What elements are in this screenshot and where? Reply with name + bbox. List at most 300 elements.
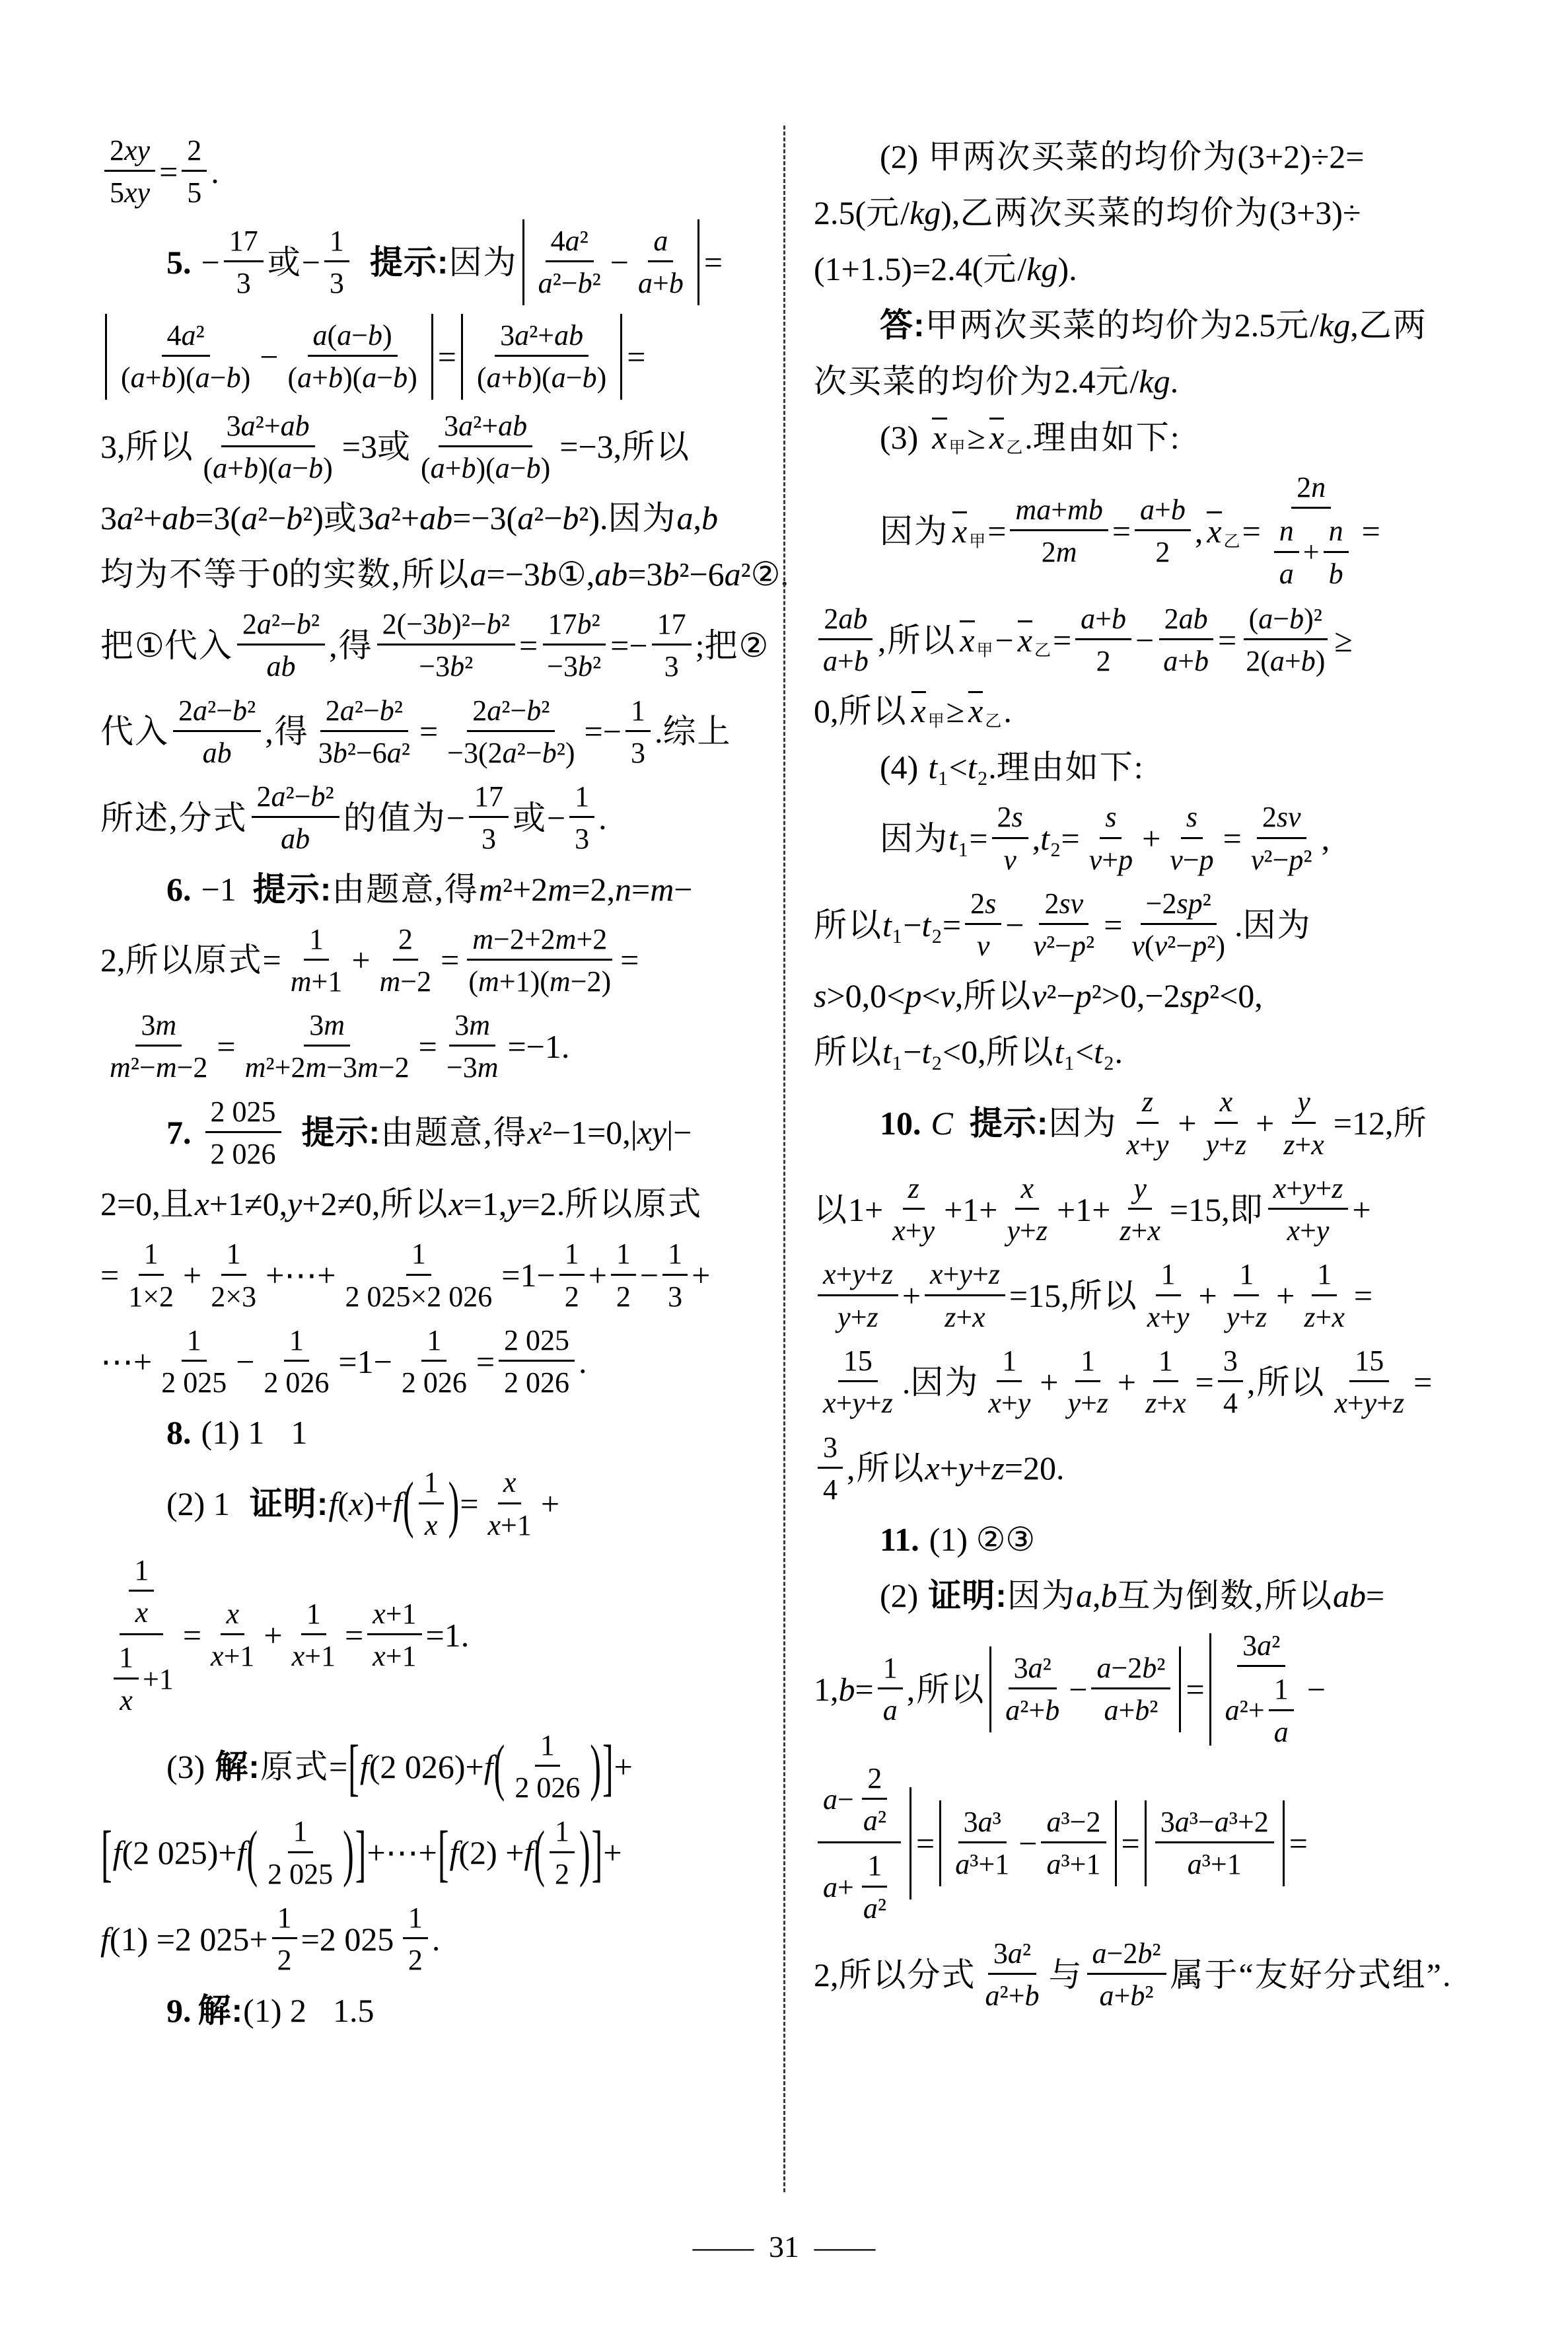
math-text: − [1069,1670,1088,1708]
cjk-text: 或 [267,243,302,281]
fraction [374,922,437,1000]
numerator [419,1465,444,1504]
cjk-text: 甲两次买菜的均价为 [928,138,1238,175]
denominator [476,818,501,856]
denominator [1278,1124,1329,1162]
math-text: 1 [277,1901,292,1934]
math-text: = [1186,1670,1205,1708]
denominator [1091,640,1116,679]
numerator [367,1596,421,1635]
numerator [1159,601,1213,640]
math-text: x [120,1683,133,1716]
math-text: −3(2a²−b²) [447,736,575,769]
fraction [878,1650,903,1728]
math-text: +1+ [1056,1191,1111,1228]
fraction [396,1323,472,1401]
denominator [287,1635,341,1674]
fraction [205,1596,260,1674]
math-text: m²−m−2 [110,1051,208,1084]
denominator [1098,1689,1163,1728]
math-text: +1 [143,1662,174,1695]
fraction [240,1008,415,1086]
numerator [878,1650,903,1689]
fraction [652,607,692,684]
denominator [114,1679,138,1718]
math-text: a−2b² [1096,1652,1166,1685]
math-text: 2 [564,1280,579,1313]
big-bracket: ] [355,1818,367,1888]
fraction [818,1430,843,1508]
denominator [1246,839,1318,877]
math-text: + [1302,536,1320,569]
math-text: (2) [880,138,919,175]
math-text: =15, [1169,1191,1230,1228]
math-text: = [1112,512,1131,550]
big-bracket: ] [602,1731,614,1802]
text-line [100,1008,771,1086]
fraction [463,922,616,1000]
numerator [182,1323,207,1362]
math-text: z [1141,1086,1154,1119]
denominator [367,1635,421,1674]
fraction [569,779,594,857]
denominator [205,1635,260,1674]
fraction [224,223,264,301]
numerator [838,1343,878,1382]
fraction [198,408,338,486]
math-text: 2.4 [1054,363,1096,400]
footer-rule-left: — [693,2230,754,2264]
item-number: 6. [166,870,192,908]
item-number: 7. [166,1114,192,1152]
text-line [100,1987,771,2034]
math-text: 4a² [550,224,588,257]
math-text: −2sp² [1145,887,1211,920]
math-text: 1 [186,1323,201,1356]
denominator [104,1635,179,1719]
cjk-text: 元 [866,194,901,231]
xbar-subscript: 乙 [1034,641,1051,659]
cjk-text: 乙两次买菜的均价为 [960,194,1269,231]
math-text: ab [202,736,232,769]
fraction [858,1848,892,1926]
numerator [1075,1343,1100,1382]
numerator [406,1236,431,1275]
cjk-text: 或 [376,428,411,466]
math-text: =− [610,626,648,664]
fraction [324,223,349,301]
cjk-text: 理由如下: [996,749,1145,786]
math-text: = [437,338,456,375]
numerator [221,1236,246,1275]
math-text: −3b² [419,650,474,683]
math-text: = [1052,621,1072,659]
math-text: /kg). [1017,250,1077,287]
numerator [182,133,207,172]
math-text: n [1328,515,1343,548]
math-text: a+b [1140,494,1186,527]
math-text: −3b² [547,650,602,683]
cjk-text: 理由如下: [1032,419,1181,456]
denominator [950,1843,1015,1882]
xbar-subscript: 甲 [976,641,993,659]
math-text: t₁<t₂. [1054,1033,1123,1071]
text-line [100,1900,771,1978]
math-text: y+z [837,1300,878,1333]
cjk-text: 由题意,得 [380,1114,528,1152]
fraction [1041,1804,1106,1882]
math-text: + [183,1257,202,1294]
math-text: v−p [1170,843,1214,876]
xbar-wrap [987,419,1022,456]
abs-bar [939,1800,941,1886]
abs-bar [620,314,622,400]
denominator [858,1800,892,1838]
denominator [1084,839,1138,877]
denominator [659,646,684,684]
big-bracket: ( [493,1731,505,1802]
math-text: 3 [668,1280,683,1313]
math-text: (a+b)(a−b) [420,451,551,484]
math-text: + [1040,1363,1059,1401]
cjk-text: 所以 [963,977,1032,1015]
math-text: /kg), [900,194,960,231]
math-text: 3b²−6a² [318,736,410,769]
text-line [100,1465,771,1543]
numerator [304,922,329,961]
numerator [1324,513,1349,552]
fraction [1142,1257,1195,1335]
math-text: . [211,153,219,190]
math-text: + [1142,820,1161,858]
abs-bar [1283,1800,1285,1886]
cjk-text: 把 [100,626,135,664]
fraction [1221,1257,1272,1335]
big-bracket: ) [590,1731,601,1802]
math-text: y [1297,1086,1310,1119]
math-text: z [908,1171,919,1204]
math-text: x+y [892,1214,935,1247]
math-text: f(x)+f [328,1485,402,1523]
math-text: 17 [474,780,503,813]
math-text: a− [823,1783,854,1816]
denominator [1282,1210,1335,1248]
fraction [415,408,555,486]
numerator [495,318,588,357]
bold-label: 提示: [969,1105,1049,1142]
numerator [543,607,606,646]
math-text: a²+b [1005,1694,1060,1727]
math-text: t₁−t₂<0, [882,1033,986,1071]
denominator [396,1362,472,1400]
numerator [1009,1650,1057,1689]
math-text: 1 [882,1652,898,1685]
fraction [1274,513,1299,591]
bold-label: 提示: [369,243,449,281]
math-text: z+x [1145,1387,1186,1420]
denominator [1041,1843,1106,1882]
math-text: m−2 [379,965,432,998]
numerator [648,223,673,262]
xbar-subscript: 乙 [1223,533,1240,551]
math-text: a+b² [1104,1694,1158,1727]
math-text: − [1135,621,1155,659]
math-text: = [1289,1824,1308,1862]
numerator [997,1343,1022,1382]
math-text: x+y+z [1334,1387,1405,1420]
math-text: (2) 1 [166,1485,230,1523]
fraction [950,1804,1015,1882]
math-text: t₁<t₂. [928,749,997,786]
denominator [569,818,594,856]
text-line [100,1236,771,1314]
fraction [818,1343,898,1421]
math-text: − [995,621,1014,659]
math-text: 0 [272,556,289,593]
fraction [123,1236,179,1314]
text-line [100,1814,771,1892]
math-text: 2 [616,1280,631,1313]
math-text: a+ [823,1870,854,1903]
denominator [1094,1975,1159,2013]
numerator [903,1171,925,1210]
math-text: 3 [823,1430,837,1463]
fraction [887,1171,940,1249]
math-text: 17 [657,608,686,641]
fraction [1122,1084,1174,1162]
math-text: 3 [329,267,344,300]
cjk-text: ,所以 [1246,1363,1326,1401]
math-text: 3a³−a³+2 [1160,1806,1269,1839]
fraction [469,779,509,857]
math-text: s [1105,801,1117,834]
denominator [509,1767,585,1805]
numerator [1091,1650,1170,1689]
math-text: . [1024,419,1033,456]
numerator [104,133,155,172]
numerator [304,1008,350,1047]
math-text: ② [738,626,769,664]
numerator [569,779,594,818]
denominator [1182,1843,1247,1882]
xbar-wrap [1205,513,1240,550]
math-text: ≥ [1334,621,1353,659]
denominator [123,1276,179,1314]
cjk-text: 综上 [662,713,732,751]
math-text: + [603,1834,622,1872]
math-text: 1 [540,1728,555,1761]
math-text: f(2) +f [449,1834,534,1872]
math-text: −3m [446,1051,499,1084]
math-text: 1 [291,1414,308,1452]
text-line [814,601,1534,679]
fraction [1087,1936,1166,2014]
math-text: (a−b)² [1248,602,1322,635]
math-text: − [446,799,465,836]
bold-label: 解: [215,1748,260,1785]
math-text: , [1194,512,1203,550]
denominator [197,732,237,770]
math-text: 3a² [1013,1652,1051,1685]
cjk-text: 均为不等于 [100,556,272,593]
numerator [1155,1804,1274,1843]
text-line [814,189,1534,237]
fraction [403,1900,428,1978]
math-text: a−2b² [1092,1937,1161,1970]
math-text: a [1273,1715,1289,1748]
numerator [862,1848,887,1887]
cjk-text: 因为 [1048,1105,1118,1142]
math-text: y+z [1226,1300,1267,1333]
math-text: = [476,1343,495,1380]
math-text: 2=0, [100,1185,160,1223]
fraction [182,133,207,211]
math-text: z+x [1120,1214,1160,1247]
math-text: a+b [1163,645,1209,678]
text-line [814,1171,1534,1249]
math-text: 1 [575,780,590,813]
text-line [100,1180,771,1228]
math-text: 3 [630,736,645,769]
math-text: m²+2m=2,n=m− [478,870,693,908]
fraction [1265,470,1358,593]
math-text: a+b [638,267,684,300]
math-text: 2a²−b² [256,780,334,813]
text-line [814,301,1534,349]
cjk-text: 乙两 [1358,307,1427,344]
text-line [100,693,771,771]
math-text: 3m [454,1009,491,1042]
denominator [275,818,315,856]
math-text: v(v²−p²) [1131,930,1225,963]
math-text: f(1) =2 025+ [100,1920,268,1958]
fraction [419,1465,444,1543]
math-text: = [1223,820,1242,858]
page-footer [0,2229,1568,2264]
cjk-text: 元 [1095,363,1130,400]
math-text: = [1413,1363,1433,1401]
fraction [983,1343,1036,1421]
cjk-text: 或 [323,499,358,537]
cjk-text: 所以 [125,428,194,466]
big-bracket: [ [348,1731,359,1802]
math-text: 2a²−b² [472,694,550,727]
math-text: 2a²−b² [242,608,320,641]
xbar-wrap [958,622,993,659]
math-text: 2, [100,941,125,979]
math-text: n [1279,515,1294,548]
cjk-text: 的值为 [343,799,446,836]
math-text: y+z [1007,1214,1048,1247]
bold-label: 解: [197,1991,244,2029]
numerator [818,1430,843,1469]
big-bracket: ) [448,1468,460,1539]
denominator [887,1210,940,1248]
cjk-text: 甲两次买菜的均价为 [925,307,1234,344]
math-text: 4a² [166,318,205,351]
math-text: z+x [1283,1128,1324,1161]
fraction [483,1465,537,1543]
math-text: − [610,243,629,281]
numerator [221,408,315,447]
text-line [814,743,1534,791]
math-text: x [503,1466,517,1499]
math-text: (a+b)(a−b) [287,361,417,394]
math-text: x+1 [373,1598,417,1631]
numerator [818,601,873,640]
math-text: =− [584,713,622,751]
math-text: 2, [814,1956,839,1993]
math-text: =−1. [507,1027,570,1065]
math-text: + [692,1257,711,1294]
math-text: y [1133,1171,1147,1204]
denominator [858,1888,892,1926]
math-text: v [1003,843,1016,876]
math-text: = [1242,512,1261,550]
math-text: 3 [1223,1344,1238,1377]
denominator [198,447,338,486]
fraction [550,1814,575,1892]
denominator [972,925,995,963]
xbar-subscript: 甲 [948,439,966,457]
numerator [1128,1171,1152,1210]
math-text: 2 025 [210,1095,276,1128]
column-divider-dashed [783,126,785,2192]
math-text: 2s [997,801,1023,834]
bold-label: 提示: [301,1114,381,1152]
fraction [992,799,1028,877]
math-text: x+y [1287,1214,1330,1247]
cjk-text: 代入 [164,626,233,664]
item-number: 10. [880,1105,921,1142]
math-text: y+z [1205,1128,1247,1161]
math-text: = [328,1748,348,1785]
denominator [1324,553,1349,591]
math-text: + [1117,1363,1137,1401]
math-text: 3 [236,267,251,300]
math-text: (a+b)(a−b) [203,451,333,484]
math-text: 1 [1081,1344,1096,1377]
math-text: − [546,799,566,836]
math-text: 3a²+ab [500,318,584,351]
denominator [205,1133,281,1171]
math-text: (4) [880,749,919,786]
xbar: x [1016,622,1034,659]
math-text: = [182,1616,202,1654]
cjk-text: 把 [704,626,739,664]
math-text: 3, [100,428,125,466]
cjk-text: 互为倒数,所以 [1117,1577,1333,1615]
math-text: 2 026 [515,1771,581,1804]
math-text: 3 [664,650,679,683]
math-text: /kg, [1310,307,1359,344]
fraction [104,1008,213,1086]
numerator [114,1640,139,1679]
denominator [1122,1124,1174,1162]
denominator [1002,1210,1053,1248]
denominator [1220,1667,1303,1751]
numerator [992,799,1028,838]
cjk-text: 元 [983,250,1018,287]
math-text: 17b² [548,608,600,641]
numerator [1218,1343,1243,1382]
math-text: 2(−3b)²−b² [382,608,510,641]
denominator [1142,1296,1195,1335]
math-text: =15, [1009,1277,1069,1315]
fraction [1201,1084,1252,1162]
math-text: 2a²−b² [178,694,256,727]
numerator [393,922,418,961]
